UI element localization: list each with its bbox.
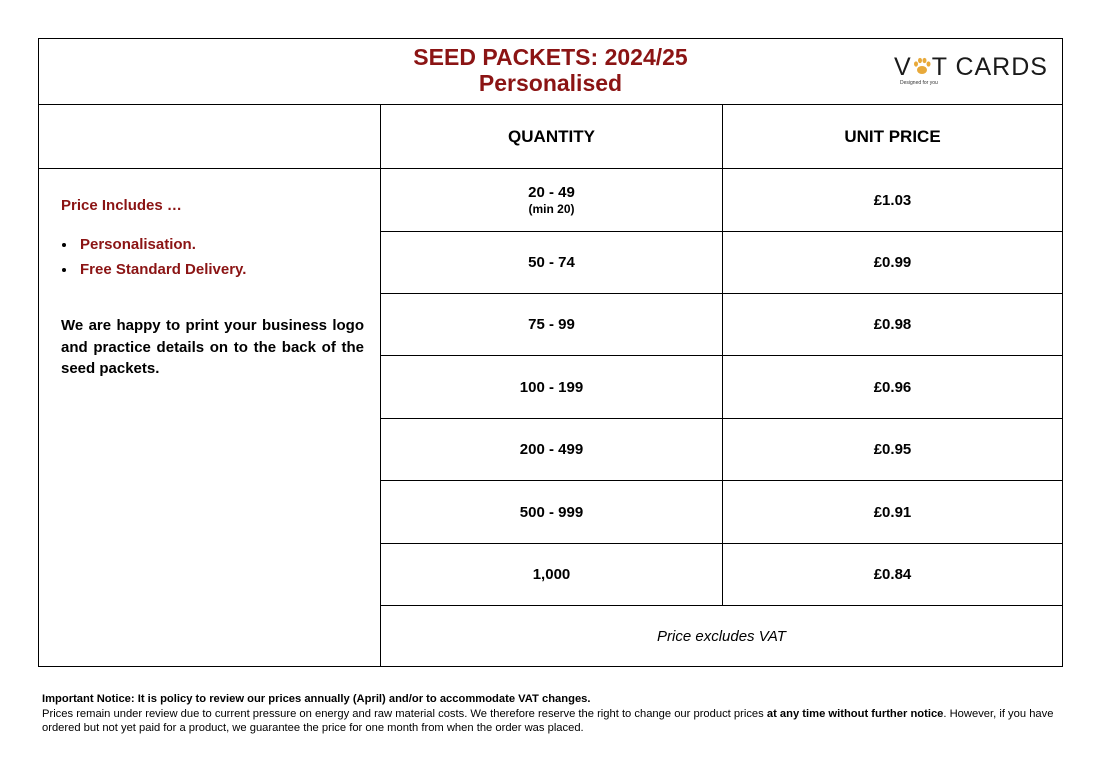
bullet-icon — [62, 243, 66, 247]
price-cell: £0.96 — [873, 378, 912, 396]
price-sheet — [38, 38, 1063, 667]
title-line-2: Personalised — [478, 70, 623, 96]
title-row — [39, 39, 1062, 105]
notice-heading: Important Notice: It is policy to review our prices annually (April) and/or to accommodate VAT changes. — [42, 693, 591, 705]
price-cell: £0.98 — [873, 316, 912, 333]
list-item — [61, 257, 364, 282]
quantity-cell: 50 - 74 — [528, 254, 575, 271]
important-notice — [42, 692, 1072, 736]
quantity-value: 20 - 49 — [528, 184, 575, 201]
quantity-cell — [381, 169, 722, 231]
header-quantity: QUANTITY — [508, 126, 595, 146]
paw-icon — [912, 55, 932, 77]
logo-text-cards: T CARDS — [931, 53, 1048, 81]
quantity-cell: 500 - 999 — [519, 503, 584, 521]
list-item — [61, 232, 364, 257]
logo-text — [894, 53, 1048, 81]
quantity-cell: 1,000 — [532, 566, 571, 583]
notice-text-bold: at any time without further notice — [766, 707, 944, 720]
includes-list — [61, 232, 364, 282]
notice-line-2 — [42, 707, 1072, 736]
quantity-cell: 200 - 499 — [519, 441, 584, 458]
include-item-label: Personalisation. — [80, 236, 196, 253]
price-cell: £0.95 — [873, 441, 912, 458]
company-logo — [894, 53, 1049, 87]
bullet-icon — [62, 268, 66, 272]
notice-text-c: . However, if you have ordered but not yet paid for a product, we guarantee the price for one month from when the order was placed. — [42, 707, 1054, 735]
quantity-note: (min 20) — [528, 202, 575, 216]
vat-footnote: Price excludes VAT — [657, 628, 786, 645]
include-item-label: Free Standard Delivery. — [80, 261, 247, 278]
logo-tagline: Designed for you — [900, 80, 938, 86]
logo-text-v: V — [894, 53, 912, 81]
notice-line-1 — [42, 692, 1072, 707]
price-cell: £0.99 — [873, 254, 912, 271]
title-line-1: SEED PACKETS: 2024/25 — [413, 44, 688, 70]
price-cell: £0.91 — [873, 503, 912, 521]
left-panel — [61, 197, 364, 380]
header-unit-price: UNIT PRICE — [844, 126, 941, 146]
price-cell: £0.84 — [873, 566, 912, 583]
price-cell: £1.03 — [873, 191, 912, 209]
includes-title: Price Includes … — [61, 197, 182, 214]
info-paragraph: We are happy to print your business logo and practice details on to the back of the seed packets. — [61, 317, 364, 377]
quantity-cell: 100 - 199 — [519, 378, 584, 396]
notice-text-a: Prices remain under review due to current pressure on energy and raw material costs. We therefore reserve the right to change our product prices — [42, 707, 767, 720]
quantity-cell: 75 - 99 — [528, 316, 575, 333]
